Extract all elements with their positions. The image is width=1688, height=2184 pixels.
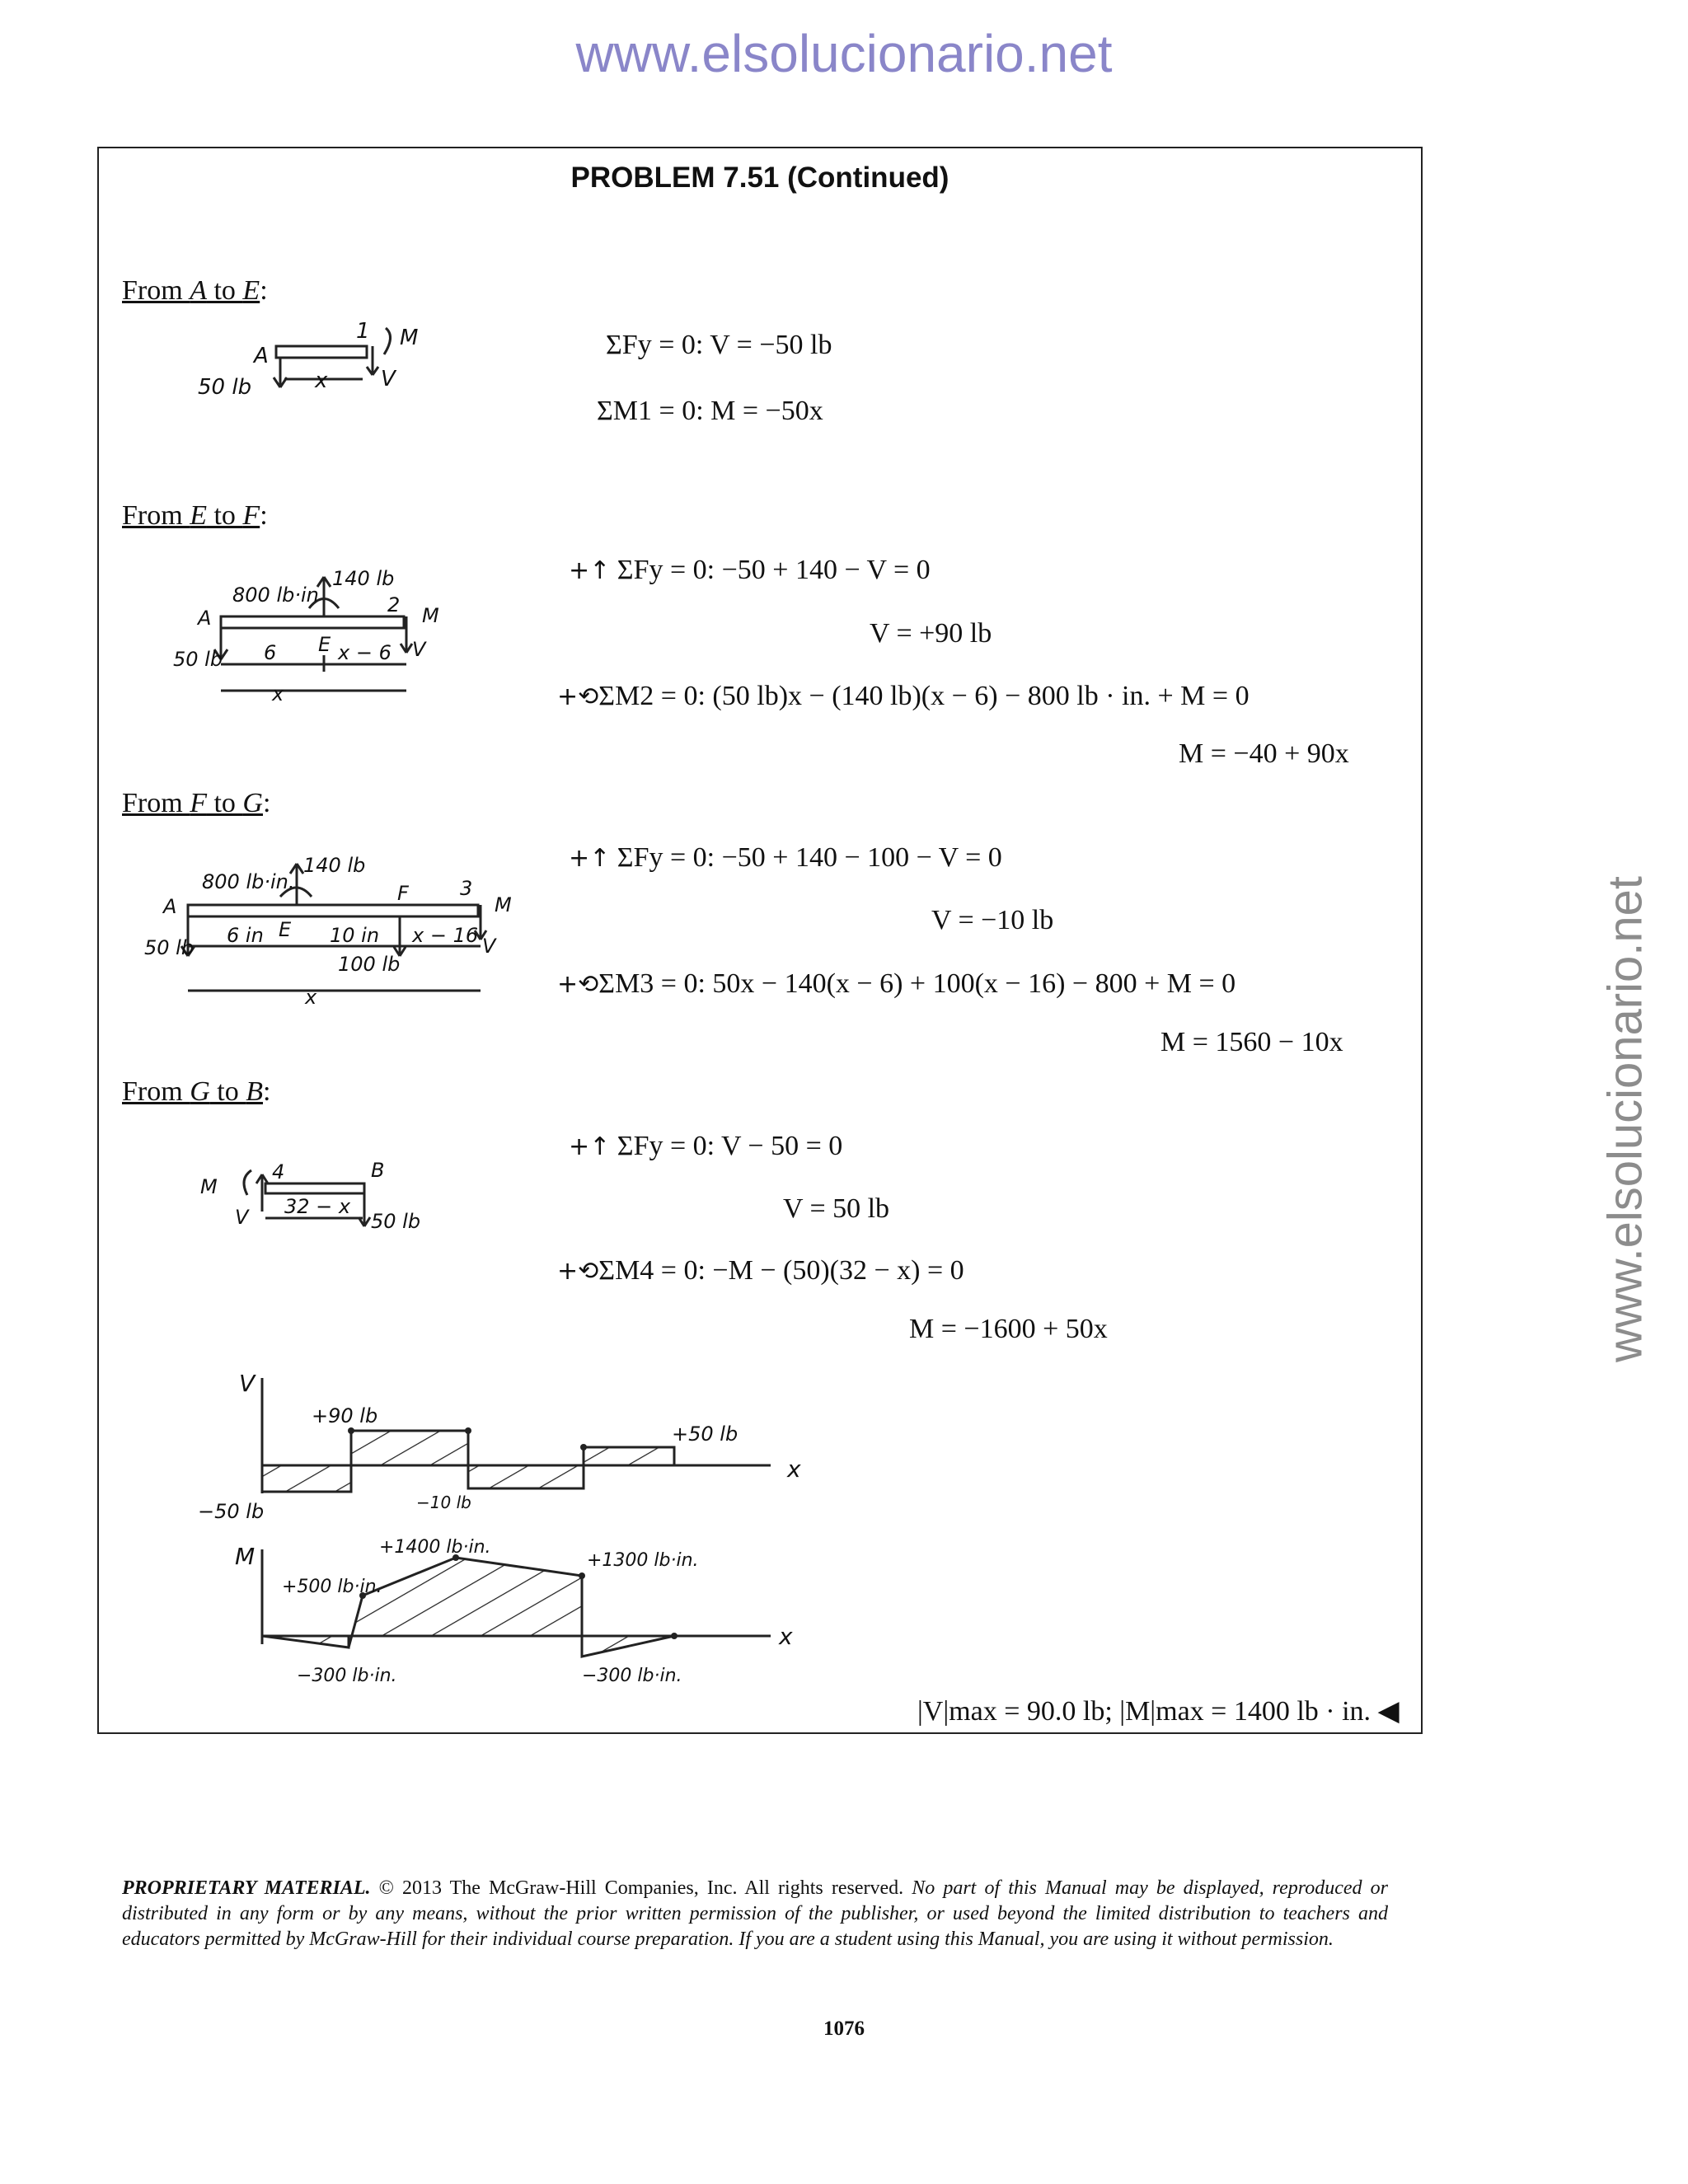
section-1-label: 1 (356, 319, 370, 344)
v-axis-label: V (239, 1370, 256, 1397)
shear-block-positive-50 (584, 1447, 674, 1465)
dimension-label: x − 16 (412, 924, 479, 947)
shear-point (348, 1427, 354, 1434)
force-value-label: 140 lb (332, 567, 395, 590)
plus-up-sign-icon: +↑ (569, 1132, 611, 1161)
problem-title: PROBLEM 7.51 (Continued) (570, 162, 950, 194)
section-text: E (190, 500, 207, 531)
equation-text: ΣFy = 0: −50 + 140 − 100 − V = 0 (617, 842, 1002, 873)
load-label: 50 lb (173, 648, 223, 671)
moment-value-label: 800 lb·in. (202, 870, 295, 893)
equation-text: ΣM4 = 0: −M − (50)(32 − x) = 0 (598, 1255, 964, 1286)
equation-text: ΣM3 = 0: 50x − 140(x − 6) + 100(x − 16) − 800 + M = 0 (598, 968, 1236, 999)
moment-label-minus-300: −300 lb·in. (297, 1666, 397, 1686)
ccw-moment-sign-icon: +⟲ (557, 970, 599, 999)
section-text: From (122, 500, 190, 531)
section-text: From (122, 788, 190, 818)
section-text: : (262, 1076, 271, 1107)
shear-block-positive-90 (351, 1431, 468, 1465)
moment-value-label: 800 lb·in (232, 583, 319, 607)
equation-text: ΣFy = 0: V − 50 = 0 (617, 1131, 843, 1161)
point-e-label: E (318, 633, 331, 656)
moment-label: M (400, 326, 419, 350)
section-text: to (209, 1076, 246, 1107)
load-label: 50 lb (144, 936, 195, 959)
section-text: From (122, 275, 190, 306)
watermark-side: www.elsolucionario.net (1598, 876, 1653, 1362)
section-text: : (262, 788, 271, 818)
moment-area-negative (582, 1636, 674, 1657)
copyright-footer (122, 1876, 1388, 1952)
moment-label-plus-500: +500 lb·in. (282, 1577, 382, 1597)
shear-block-negative-50 (262, 1465, 351, 1492)
equation-result: M = 1560 − 10x (1160, 1027, 1343, 1057)
dimension-label: 6 in (227, 924, 264, 947)
point-e-label: E (279, 918, 292, 941)
shear-label: V (381, 367, 396, 391)
section-text: : (260, 275, 268, 306)
shear-label: V (412, 638, 426, 661)
shear-label: V (482, 935, 496, 958)
moment-label: M (200, 1175, 218, 1198)
dimension-label: 32 − x (284, 1195, 351, 1218)
shear-label-minus-50: −50 lb (198, 1500, 265, 1523)
force-value-label: 100 lb (338, 953, 401, 976)
dimension-label: 6 (264, 641, 277, 664)
equation-result: M = −1600 + 50x (909, 1314, 1108, 1344)
section-text: From (122, 1076, 190, 1107)
plus-up-sign-icon: +↑ (569, 556, 611, 585)
section-text: E (242, 275, 260, 306)
section-text: B (246, 1076, 263, 1107)
footer-bold: PROPRIETARY MATERIAL. (122, 1877, 371, 1899)
section-text: to (206, 500, 243, 531)
moment-label: M (495, 893, 512, 916)
point-f-label: F (397, 882, 409, 905)
shear-point (580, 1444, 587, 1451)
equation-result: V = 50 lb (783, 1193, 890, 1224)
shear-block-negative-10 (468, 1465, 584, 1488)
free-body-sketch-a-e (274, 328, 391, 387)
load-label: 50 lb (371, 1210, 421, 1233)
shear-label: V (235, 1206, 249, 1229)
moment-point (671, 1633, 678, 1639)
section-4-label: 4 (272, 1160, 285, 1183)
x-label: x (305, 986, 317, 1009)
shear-label-plus-90: +90 lb (312, 1404, 378, 1427)
section-text: to (206, 788, 243, 818)
ccw-moment-sign-icon: +⟲ (557, 682, 599, 711)
page-number: 1076 (823, 2018, 865, 2040)
equation-result: V = +90 lb (870, 618, 992, 649)
x-axis-label: x (779, 1623, 793, 1650)
equation-text: ΣM2 = 0: (50 lb)x − (140 lb)(x − 6) − 800 lb · in. + M = 0 (598, 681, 1250, 711)
ccw-moment-sign-icon: +⟲ (557, 1257, 599, 1286)
load-label: 50 lb (198, 375, 252, 400)
moment-area-negative (262, 1636, 349, 1647)
shear-label-plus-50: +50 lb (672, 1422, 738, 1446)
moment-label: M (422, 604, 439, 627)
section-2-label: 2 (387, 593, 401, 616)
footer-italic: No part of this Manual may be displayed, reproduced or distributed in any form or by any means, without the prior written permission of the publisher, or used beyond the limited distribution to teachers and educators permitted by McGraw-Hill for their individual course preparation. If you are a student using this Manual, you are using it without permission. (122, 1877, 1388, 1950)
plus-up-sign-icon: +↑ (569, 844, 611, 873)
force-value-label: 140 lb (303, 854, 366, 877)
section-text: G (190, 1076, 210, 1107)
point-a-label: A (198, 607, 212, 630)
equation-result: V = −10 lb (931, 905, 1054, 935)
moment-arrow (384, 328, 391, 354)
moment-label-plus-1300: +1300 lb·in. (587, 1550, 699, 1571)
section-3-label: 3 (460, 877, 473, 900)
moment-label-minus-300: −300 lb·in. (582, 1666, 682, 1686)
section-text: A (190, 275, 207, 306)
x-label: x (315, 368, 328, 393)
shear-point (465, 1427, 471, 1434)
section-text: to (206, 275, 243, 306)
point-a-label: A (163, 895, 177, 918)
beam-segment (276, 346, 367, 358)
section-text: F (242, 500, 260, 531)
section-text: : (260, 500, 268, 531)
moment-point (579, 1572, 585, 1579)
section-text: F (190, 788, 207, 818)
equation-result: M = −40 + 90x (1179, 738, 1349, 769)
m-axis-label: M (235, 1543, 256, 1570)
moment-label-plus-1400: +1400 lb·in. (379, 1537, 491, 1558)
dimension-label: 10 in (330, 924, 380, 947)
watermark-top: www.elsolucionario.net (575, 24, 1113, 83)
moment-area-positive (349, 1558, 582, 1647)
equation-sum-m1: ΣM1 = 0: M = −50x (597, 396, 823, 426)
section-text: G (242, 788, 263, 818)
dimension-label: x − 6 (338, 641, 392, 664)
point-a-label: A (254, 344, 269, 368)
x-label: x (272, 682, 284, 705)
equation-sum-fy: ΣFy = 0: V = −50 lb (606, 330, 832, 360)
footer-normal: © 2013 The McGraw-Hill Companies, Inc. All rights reserved. (370, 1877, 912, 1899)
answer-triangle-icon: ◀ (1377, 1696, 1400, 1727)
x-axis-label: x (787, 1455, 801, 1483)
point-b-label: B (371, 1159, 385, 1182)
shear-label-minus-10: −10 lb (416, 1493, 471, 1512)
equation-text: ΣFy = 0: −50 + 140 − V = 0 (617, 555, 931, 585)
answer-text: |V|max = 90.0 lb; |M|max = 1400 lb · in. (917, 1696, 1372, 1727)
